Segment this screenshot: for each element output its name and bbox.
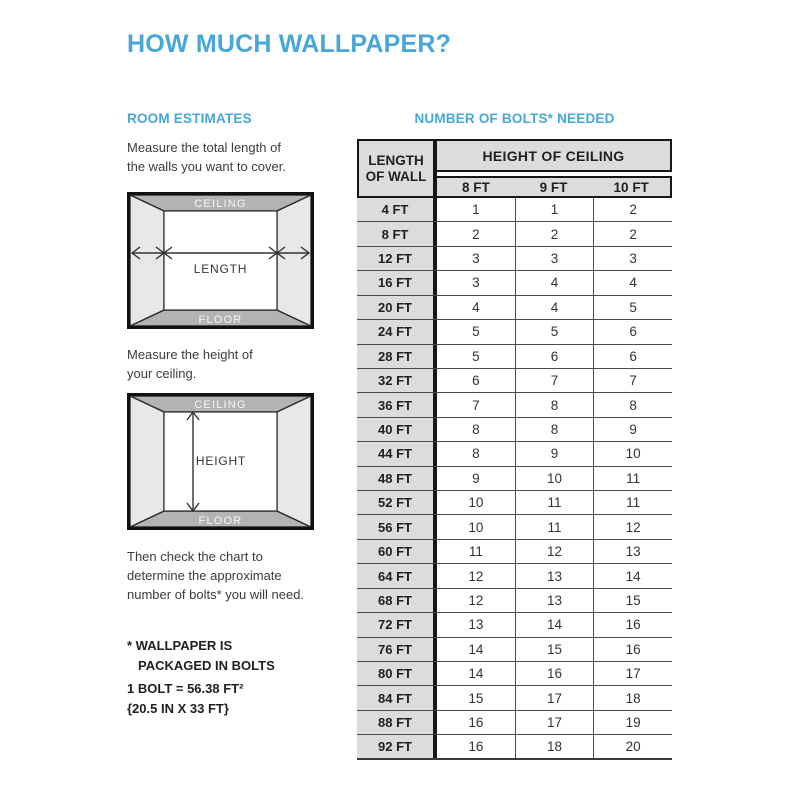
bolt-count-cell: 11 xyxy=(593,467,672,490)
bolt-size-spec xyxy=(127,679,243,718)
wall-length-label: 12 FT xyxy=(357,247,437,270)
bolt-count-cell: 5 xyxy=(515,320,594,343)
bolt-count-cell: 9 xyxy=(515,442,594,465)
length-measure-label: LENGTH xyxy=(193,262,248,276)
bolt-count-cell: 12 xyxy=(468,592,484,608)
bolt-count-cell: 3 xyxy=(593,247,672,270)
bolt-count-cell: 11 xyxy=(593,491,672,514)
bolt-count-cell: 3 xyxy=(515,247,594,270)
column-header-10ft: 10 FT xyxy=(613,179,649,195)
instruction-step1 xyxy=(127,138,286,176)
table-row xyxy=(357,442,672,466)
bolt-count-cell: 5 xyxy=(472,348,480,364)
wallpaper-bolts-note xyxy=(127,636,275,675)
bolt-count-cell: 11 xyxy=(468,544,483,560)
bolt-count-cell: 16 xyxy=(515,662,594,685)
bolt-count-cell: 7 xyxy=(593,369,672,392)
column-header-8ft: 8 FT xyxy=(461,179,490,195)
wall-length-label: 64 FT xyxy=(357,564,437,587)
wall-length-label: 44 FT xyxy=(357,442,437,465)
instruction-line: Measure the total length of xyxy=(127,140,281,155)
bolt-count-cell: 6 xyxy=(593,345,672,368)
table-row xyxy=(357,345,672,369)
bolt-count-cell: 16 xyxy=(593,638,672,661)
wall-length-label: 20 FT xyxy=(357,296,437,319)
bolt-count-cell: 2 xyxy=(515,222,594,245)
instruction-line: determine the approximate xyxy=(127,568,282,583)
table-row xyxy=(357,515,672,539)
wall-length-label: 8 FT xyxy=(357,222,437,245)
bolt-count-cell: 12 xyxy=(515,540,594,563)
bolt-count-cell: 8 xyxy=(472,422,480,437)
wall-length-label: 4 FT xyxy=(357,198,437,221)
instruction-line: number of bolts* you will need. xyxy=(127,587,305,602)
table-row xyxy=(357,320,672,344)
bolt-count-cell: 2 xyxy=(472,226,480,242)
bolt-count-cell: 6 xyxy=(472,373,480,389)
bolt-count-cell: 14 xyxy=(515,613,594,636)
bolt-count-cell: 10 xyxy=(468,495,484,511)
bolt-count-cell: 13 xyxy=(593,540,672,563)
bolt-count-cell: 18 xyxy=(515,735,594,757)
bolt-count-cell: 4 xyxy=(593,271,672,294)
bolt-count-cell: 11 xyxy=(515,515,594,538)
bolt-count-cell: 9 xyxy=(472,470,480,486)
table-row xyxy=(357,589,672,613)
bolt-count-cell: 20 xyxy=(593,735,672,757)
height-measure-label: HEIGHT xyxy=(195,454,247,468)
column-header-9ft: 9 FT xyxy=(539,179,568,195)
room-length-diagram xyxy=(127,192,314,329)
length-of-wall-header xyxy=(357,139,437,198)
page-title: HOW MUCH WALLPAPER? xyxy=(127,30,452,58)
bolt-count-cell: 14 xyxy=(468,666,484,682)
wall-length-label: 16 FT xyxy=(357,271,437,294)
wall-length-label: 80 FT xyxy=(357,662,437,685)
bolt-count-cell: 5 xyxy=(472,324,480,340)
bolt-count-cell: 18 xyxy=(593,686,672,709)
bolt-count-cell: 16 xyxy=(468,738,484,754)
instruction-line: the walls you want to cover. xyxy=(127,159,286,174)
wall-length-label: 28 FT xyxy=(357,345,437,368)
bolt-count-cell: 19 xyxy=(593,711,672,734)
bolt-count-cell: 1 xyxy=(515,198,594,221)
note-line: PACKAGED IN BOLTS xyxy=(138,657,275,673)
instruction-step3 xyxy=(127,547,304,604)
table-row xyxy=(357,393,672,417)
bolt-count-cell: 16 xyxy=(468,715,484,731)
header-line: LENGTH xyxy=(368,152,424,168)
table-row xyxy=(357,540,672,564)
floor-label: FLOOR xyxy=(198,515,243,527)
ceiling-height-subheaders xyxy=(437,176,672,198)
table-row xyxy=(357,418,672,442)
header-line: OF WALL xyxy=(365,168,427,184)
wall-length-label: 32 FT xyxy=(357,369,437,392)
height-of-ceiling-header-group xyxy=(437,139,672,198)
bolt-count-cell: 15 xyxy=(515,638,594,661)
bolt-spec-line: {20.5 IN X 33 FT} xyxy=(127,700,229,716)
bolt-count-cell: 13 xyxy=(515,589,594,612)
bolts-table-header xyxy=(357,139,672,198)
bolt-count-cell: 7 xyxy=(515,369,594,392)
back-wall-panel xyxy=(164,211,277,310)
bolt-count-cell: 8 xyxy=(472,446,480,462)
bolt-count-cell: 13 xyxy=(468,617,484,633)
bolt-count-cell: 14 xyxy=(468,641,484,657)
bolt-count-cell: 17 xyxy=(515,686,594,709)
bolt-count-cell: 3 xyxy=(472,251,480,267)
table-row xyxy=(357,735,672,759)
ceiling-label: CEILING xyxy=(194,399,247,411)
wall-length-label: 24 FT xyxy=(357,320,437,343)
table-row xyxy=(357,711,672,735)
ceiling-label: CEILING xyxy=(194,198,247,210)
bolt-count-cell: 13 xyxy=(515,564,594,587)
bolt-count-cell: 10 xyxy=(515,467,594,490)
bolt-count-cell: 8 xyxy=(593,393,672,416)
wall-length-label: 72 FT xyxy=(357,613,437,636)
bolt-spec-line: 1 BOLT = 56.38 FT² xyxy=(127,681,244,696)
bolt-count-cell: 8 xyxy=(515,393,594,416)
instruction-line: your ceiling. xyxy=(127,366,197,381)
table-row xyxy=(357,222,672,246)
floor-label: FLOOR xyxy=(198,314,243,326)
bolt-count-cell: 3 xyxy=(472,275,480,291)
bolt-count-cell: 6 xyxy=(515,345,594,368)
table-row xyxy=(357,662,672,686)
wall-length-label: 68 FT xyxy=(357,589,437,612)
height-of-ceiling-header: HEIGHT OF CEILING xyxy=(437,139,672,172)
table-row xyxy=(357,467,672,491)
bolt-count-cell: 8 xyxy=(515,418,594,441)
table-row xyxy=(357,686,672,710)
bolts-table-heading: NUMBER OF BOLTS* NEEDED xyxy=(414,111,615,126)
bolts-table xyxy=(357,139,672,760)
instruction-line: Measure the height of xyxy=(127,347,253,362)
bolt-count-cell: 2 xyxy=(593,222,672,245)
note-line: * WALLPAPER IS xyxy=(127,638,233,653)
instruction-line: Then check the chart to xyxy=(127,549,263,564)
bolt-count-cell: 4 xyxy=(515,271,594,294)
bolt-count-cell: 5 xyxy=(593,296,672,319)
table-row xyxy=(357,198,672,222)
left-wall-panel xyxy=(130,195,164,326)
wall-length-label: 48 FT xyxy=(357,467,437,490)
wall-length-label: 84 FT xyxy=(357,686,437,709)
table-row xyxy=(357,296,672,320)
table-row xyxy=(357,369,672,393)
bolt-count-cell: 16 xyxy=(593,613,672,636)
bolt-count-cell: 15 xyxy=(468,690,484,706)
bolt-count-cell: 1 xyxy=(472,202,480,218)
wall-length-label: 60 FT xyxy=(357,540,437,563)
bolt-count-cell: 10 xyxy=(468,519,484,535)
wall-length-label: 76 FT xyxy=(357,638,437,661)
bolts-table-body xyxy=(357,198,672,760)
table-row xyxy=(357,613,672,637)
room-estimates-heading: ROOM ESTIMATES xyxy=(127,111,252,126)
bolt-count-cell: 9 xyxy=(593,418,672,441)
bolt-count-cell: 12 xyxy=(593,515,672,538)
right-wall-panel xyxy=(277,396,311,527)
bolt-count-cell: 17 xyxy=(593,662,672,685)
right-wall-panel xyxy=(277,195,311,326)
table-row xyxy=(357,638,672,662)
left-wall-panel xyxy=(130,396,164,527)
table-row xyxy=(357,491,672,515)
bolt-count-cell: 14 xyxy=(593,564,672,587)
bolt-count-cell: 4 xyxy=(472,299,480,315)
table-row xyxy=(357,271,672,295)
bolt-count-cell: 2 xyxy=(593,198,672,221)
bolt-count-cell: 4 xyxy=(515,296,594,319)
wall-length-label: 52 FT xyxy=(357,491,437,514)
wall-length-label: 36 FT xyxy=(357,393,437,416)
wall-length-label: 92 FT xyxy=(357,735,437,757)
wall-length-label: 88 FT xyxy=(357,711,437,734)
bolt-count-cell: 15 xyxy=(593,589,672,612)
bolt-count-cell: 11 xyxy=(515,491,594,514)
bolt-count-cell: 7 xyxy=(472,397,480,413)
wall-length-label: 56 FT xyxy=(357,515,437,538)
bolt-count-cell: 10 xyxy=(593,442,672,465)
instruction-step2 xyxy=(127,345,253,383)
bolt-count-cell: 12 xyxy=(468,568,484,584)
bolt-count-cell: 6 xyxy=(593,320,672,343)
wall-length-label: 40 FT xyxy=(357,418,437,441)
table-row xyxy=(357,247,672,271)
room-height-diagram xyxy=(127,393,314,530)
bolt-count-cell: 17 xyxy=(515,711,594,734)
table-row xyxy=(357,564,672,588)
